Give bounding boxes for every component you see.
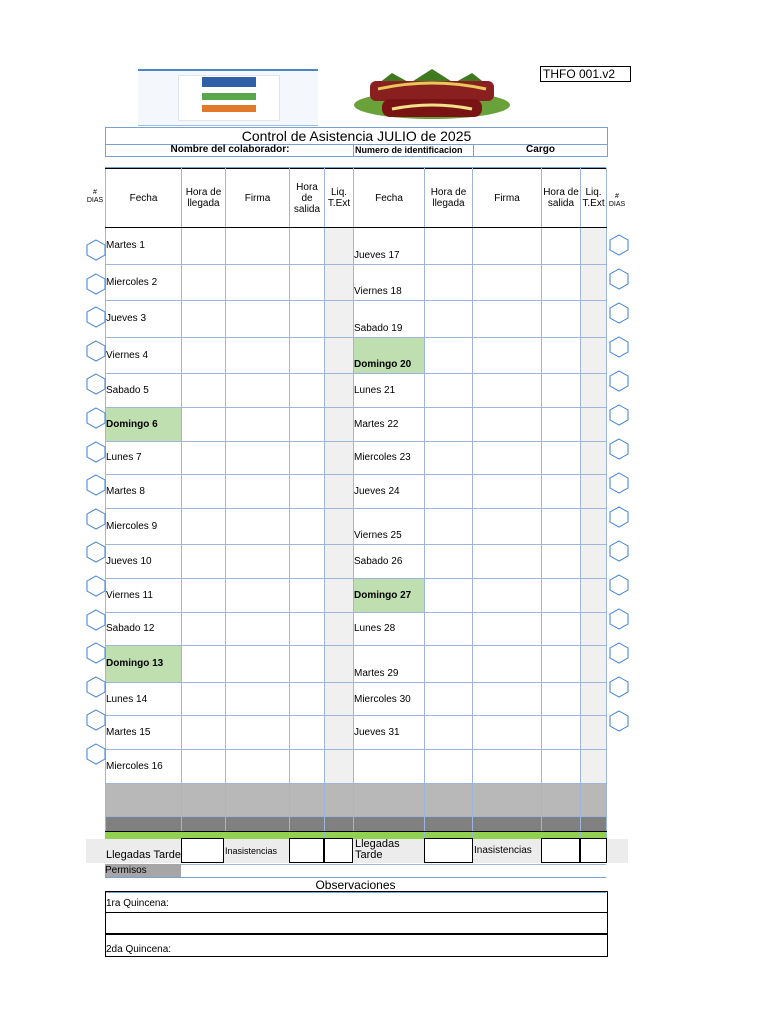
day-row — [106, 337, 607, 374]
day-row — [106, 301, 607, 338]
date-cell-right: Jueves 17 — [354, 228, 425, 265]
entry-cell[interactable] — [182, 716, 226, 750]
overtime-cell[interactable] — [581, 646, 607, 683]
col-liq: Liq. T.Ext — [325, 169, 354, 228]
col-firma: Firma — [226, 169, 290, 228]
hexagon-icon[interactable] — [86, 508, 106, 528]
entry-cell[interactable] — [290, 337, 325, 374]
entry-cell[interactable] — [425, 301, 473, 338]
entry-cell[interactable] — [473, 374, 542, 408]
cell — [106, 816, 182, 831]
entry-cell[interactable] — [226, 545, 290, 579]
hexagon-icon[interactable] — [86, 609, 106, 629]
entry-cell[interactable] — [425, 545, 473, 579]
day-row — [106, 441, 607, 475]
entry-cell[interactable] — [290, 441, 325, 475]
overtime-cell[interactable] — [581, 264, 607, 301]
hexagon-icon[interactable] — [86, 273, 106, 293]
date-cell-left: Martes 8 — [106, 475, 182, 509]
overtime-cell[interactable] — [325, 716, 354, 750]
entry-cell[interactable] — [425, 264, 473, 301]
entry-cell[interactable] — [542, 301, 581, 338]
entry-cell[interactable] — [182, 508, 226, 545]
hexagon-icon[interactable] — [609, 676, 629, 696]
entry-cell[interactable] — [425, 646, 473, 683]
entry-cell[interactable] — [473, 301, 542, 338]
cell — [473, 816, 542, 831]
entry-cell[interactable] — [226, 407, 290, 441]
entry-cell[interactable] — [226, 716, 290, 750]
entry-cell[interactable] — [290, 749, 325, 783]
date-cell-left: Lunes 7 — [106, 441, 182, 475]
cell — [182, 783, 226, 816]
hexagon-icon[interactable] — [609, 608, 629, 628]
overtime-cell[interactable] — [325, 228, 354, 265]
entry-cell[interactable] — [542, 716, 581, 750]
logo-bar-orange — [202, 105, 256, 112]
col-liq-right: Liq. T.Ext — [581, 169, 607, 228]
entry-cell[interactable] — [182, 578, 226, 612]
entry-cell[interactable] — [542, 545, 581, 579]
entry-cell[interactable] — [290, 228, 325, 265]
entry-cell[interactable] — [425, 441, 473, 475]
overtime-cell[interactable] — [325, 578, 354, 612]
entry-cell[interactable] — [226, 612, 290, 646]
col-hora-salida-right: Hora de salida — [542, 169, 581, 228]
entry-cell[interactable] — [290, 374, 325, 408]
hexagon-icon[interactable] — [86, 441, 106, 461]
date-cell-left: Martes 1 — [106, 228, 182, 265]
brand-logo-imperio-sabor — [352, 67, 512, 123]
entry-cell[interactable] — [226, 264, 290, 301]
entry-cell[interactable] — [290, 508, 325, 545]
entry-cell[interactable] — [226, 337, 290, 374]
entry-cell[interactable] — [542, 612, 581, 646]
date-cell-left: Sabado 5 — [106, 374, 182, 408]
hexagon-icon[interactable] — [609, 404, 629, 424]
entry-cell[interactable] — [473, 578, 542, 612]
entry-cell[interactable] — [542, 682, 581, 716]
overtime-cell[interactable] — [325, 441, 354, 475]
first-fortnight-row[interactable] — [105, 891, 608, 913]
date-cell-right: Jueves 24 — [354, 475, 425, 509]
entry-cell[interactable] — [473, 441, 542, 475]
form-title: Control de Asistencia JULIO de 2025 — [105, 127, 608, 145]
date-cell-right: Domingo 27 — [354, 578, 425, 612]
day-row — [106, 716, 607, 750]
date-cell-right: Martes 22 — [354, 407, 425, 441]
cell — [425, 816, 473, 831]
entry-cell[interactable] — [425, 337, 473, 374]
entry-cell[interactable] — [542, 749, 581, 783]
entry-cell[interactable] — [182, 612, 226, 646]
entry-cell[interactable] — [425, 749, 473, 783]
right-dias-label: # DIAS — [608, 193, 626, 208]
absences-label-left: Inasistencias — [225, 846, 278, 856]
hexagon-icon[interactable] — [86, 575, 106, 595]
entry-cell[interactable] — [182, 264, 226, 301]
cell — [473, 783, 542, 816]
hexagon-icon[interactable] — [609, 438, 629, 458]
overtime-cell[interactable] — [581, 749, 607, 783]
overtime-cell[interactable] — [581, 612, 607, 646]
date-cell-left: Jueves 3 — [106, 301, 182, 338]
day-row — [106, 682, 607, 716]
entry-cell[interactable] — [290, 682, 325, 716]
overtime-cell[interactable] — [581, 407, 607, 441]
entry-cell[interactable] — [473, 612, 542, 646]
cell — [106, 783, 182, 816]
entry-cell[interactable] — [290, 407, 325, 441]
cell — [581, 783, 607, 816]
entry-cell[interactable] — [290, 646, 325, 683]
overtime-cell[interactable] — [581, 374, 607, 408]
col-hora-salida: Hora de salida — [290, 169, 325, 228]
cell — [290, 816, 325, 831]
overtime-cell[interactable] — [581, 545, 607, 579]
hexagon-icon[interactable] — [86, 676, 106, 696]
col-hora-llegada-right: Hora de llegada — [425, 169, 473, 228]
separator-row — [106, 816, 607, 831]
overtime-cell[interactable] — [325, 407, 354, 441]
cell — [542, 816, 581, 831]
entry-cell[interactable] — [473, 264, 542, 301]
hexagon-icon[interactable] — [609, 540, 629, 560]
entry-cell[interactable] — [290, 475, 325, 509]
col-fecha: Fecha — [106, 169, 182, 228]
day-row — [106, 407, 607, 441]
entry-cell[interactable] — [226, 441, 290, 475]
entry-cell[interactable] — [226, 578, 290, 612]
cell — [425, 783, 473, 816]
entry-cell[interactable] — [182, 475, 226, 509]
date-cell-right: Martes 29 — [354, 646, 425, 683]
entry-cell[interactable] — [182, 441, 226, 475]
hexagon-icon[interactable] — [86, 239, 106, 259]
entry-cell[interactable] — [226, 508, 290, 545]
date-cell-right: Viernes 18 — [354, 264, 425, 301]
hexagon-icon[interactable] — [609, 234, 629, 254]
late-arrivals-label-right: Llegadas Tarde — [355, 838, 400, 861]
overtime-cell[interactable] — [325, 749, 354, 783]
day-row — [106, 612, 607, 646]
hexagon-icon[interactable] — [86, 306, 106, 326]
entry-cell[interactable] — [542, 337, 581, 374]
document-code: THFO 001.v2 — [540, 66, 631, 82]
entry-cell[interactable] — [473, 407, 542, 441]
overtime-cell[interactable] — [581, 682, 607, 716]
entry-cell[interactable] — [182, 749, 226, 783]
entry-cell[interactable] — [542, 407, 581, 441]
absences-box-left[interactable] — [289, 838, 324, 863]
overtime-cell[interactable] — [581, 716, 607, 750]
entry-cell[interactable] — [226, 374, 290, 408]
second-fortnight-row[interactable] — [105, 934, 608, 957]
entry-cell[interactable] — [290, 716, 325, 750]
entry-cell[interactable] — [425, 682, 473, 716]
position-label: Cargo — [473, 144, 608, 157]
hexagon-icon[interactable] — [609, 642, 629, 662]
absences-box-right[interactable] — [541, 838, 580, 863]
hexagon-icon[interactable] — [86, 709, 106, 729]
entry-cell[interactable] — [542, 475, 581, 509]
attendance-grid — [105, 168, 607, 855]
entry-cell[interactable] — [542, 508, 581, 545]
col-fecha-right: Fecha — [354, 169, 425, 228]
entry-cell[interactable] — [182, 374, 226, 408]
date-cell-right — [354, 749, 425, 783]
entry-cell[interactable] — [473, 475, 542, 509]
entry-cell[interactable] — [425, 374, 473, 408]
entry-cell[interactable] — [290, 301, 325, 338]
date-cell-right: Miercoles 23 — [354, 441, 425, 475]
cell — [542, 783, 581, 816]
date-cell-left: Miercoles 16 — [106, 749, 182, 783]
day-row — [106, 508, 607, 545]
overtime-cell[interactable] — [325, 475, 354, 509]
permits-label: Permisos — [105, 864, 181, 877]
hexagon-icon[interactable] — [86, 340, 106, 360]
entry-cell[interactable] — [226, 228, 290, 265]
date-cell-right: Domingo 20 — [354, 337, 425, 374]
hexagon-icon[interactable] — [86, 642, 106, 662]
hexagon-icon[interactable] — [86, 407, 106, 427]
entry-cell[interactable] — [425, 578, 473, 612]
entry-cell[interactable] — [290, 612, 325, 646]
entry-cell[interactable] — [425, 508, 473, 545]
observations-blank-row[interactable] — [105, 912, 608, 934]
day-row — [106, 545, 607, 579]
hexagon-icon[interactable] — [609, 336, 629, 356]
overtime-cell[interactable] — [325, 646, 354, 683]
entry-cell[interactable] — [226, 475, 290, 509]
entry-cell[interactable] — [542, 374, 581, 408]
entry-cell[interactable] — [182, 337, 226, 374]
entry-cell[interactable] — [290, 264, 325, 301]
permits-field[interactable] — [181, 864, 606, 878]
entry-cell[interactable] — [226, 749, 290, 783]
cell — [226, 816, 290, 831]
hexagon-icon[interactable] — [609, 370, 629, 390]
cell — [354, 783, 425, 816]
date-cell-right: Lunes 21 — [354, 374, 425, 408]
entry-cell[interactable] — [473, 682, 542, 716]
late-arrivals-label-left: Llegadas Tarde — [106, 849, 182, 861]
entry-cell[interactable] — [425, 612, 473, 646]
cell — [226, 783, 290, 816]
entry-cell[interactable] — [473, 545, 542, 579]
overtime-cell[interactable] — [325, 337, 354, 374]
overtime-cell[interactable] — [325, 301, 354, 338]
entry-cell[interactable] — [542, 228, 581, 265]
hexagon-icon[interactable] — [86, 541, 106, 561]
entry-cell[interactable] — [290, 545, 325, 579]
hexagon-icon[interactable] — [86, 474, 106, 494]
date-cell-right: Viernes 25 — [354, 508, 425, 545]
date-cell-left: Viernes 11 — [106, 578, 182, 612]
overtime-cell[interactable] — [325, 374, 354, 408]
entry-cell[interactable] — [473, 508, 542, 545]
date-cell-left: Miercoles 9 — [106, 508, 182, 545]
absences-total-box-left[interactable] — [324, 838, 353, 863]
collaborator-name-label: Nombre del colaborador: — [105, 144, 354, 157]
overtime-cell[interactable] — [325, 545, 354, 579]
late-arrivals-box-left[interactable] — [181, 838, 224, 863]
date-cell-left: Domingo 6 — [106, 407, 182, 441]
hexagon-icon[interactable] — [609, 574, 629, 594]
entry-cell[interactable] — [425, 716, 473, 750]
entry-cell[interactable] — [182, 682, 226, 716]
entry-cell[interactable] — [542, 646, 581, 683]
late-arrivals-box-right[interactable] — [424, 838, 473, 863]
entry-cell[interactable] — [473, 646, 542, 683]
hexagon-icon[interactable] — [86, 373, 106, 393]
hexagon-icon[interactable] — [609, 710, 629, 730]
date-cell-left: Martes 15 — [106, 716, 182, 750]
col-firma-right: Firma — [473, 169, 542, 228]
day-rows — [106, 228, 607, 784]
entry-cell[interactable] — [182, 545, 226, 579]
date-cell-right: Jueves 31 — [354, 716, 425, 750]
overtime-cell[interactable] — [581, 441, 607, 475]
logo-bar-green — [202, 93, 256, 100]
absences-label-right: Inasistencias — [474, 845, 532, 856]
overtime-cell[interactable] — [325, 508, 354, 545]
entry-cell[interactable] — [473, 716, 542, 750]
second-fortnight-label: 2da Quincena: — [106, 944, 172, 955]
date-cell-left: Sabado 12 — [106, 612, 182, 646]
overtime-cell[interactable] — [581, 337, 607, 374]
overtime-cell[interactable] — [325, 264, 354, 301]
cell — [354, 816, 425, 831]
entry-cell[interactable] — [542, 264, 581, 301]
date-cell-right: Sabado 26 — [354, 545, 425, 579]
entry-cell[interactable] — [542, 441, 581, 475]
hexagon-icon[interactable] — [609, 268, 629, 288]
date-cell-right: Miercoles 30 — [354, 682, 425, 716]
day-row — [106, 749, 607, 783]
col-hora-llegada: Hora de llegada — [182, 169, 226, 228]
overtime-cell[interactable] — [325, 612, 354, 646]
hexagon-icon[interactable] — [609, 302, 629, 322]
overtime-cell[interactable] — [581, 301, 607, 338]
entry-cell[interactable] — [182, 228, 226, 265]
day-row — [106, 264, 607, 301]
entry-cell[interactable] — [182, 407, 226, 441]
entry-cell[interactable] — [182, 301, 226, 338]
id-number-label: Numero de identificacion — [353, 144, 475, 157]
overtime-cell[interactable] — [325, 682, 354, 716]
overtime-cell[interactable] — [581, 578, 607, 612]
day-row — [106, 475, 607, 509]
entry-cell[interactable] — [425, 475, 473, 509]
cell — [581, 816, 607, 831]
blank-row — [105, 157, 606, 168]
entry-cell[interactable] — [425, 228, 473, 265]
absences-total-box-right[interactable] — [580, 838, 607, 863]
entry-cell[interactable] — [182, 646, 226, 683]
date-cell-left: Jueves 10 — [106, 545, 182, 579]
cell — [325, 816, 354, 831]
entry-cell[interactable] — [226, 301, 290, 338]
column-header-row — [106, 169, 607, 228]
entry-cell[interactable] — [473, 337, 542, 374]
entry-cell[interactable] — [425, 407, 473, 441]
entry-cell[interactable] — [473, 228, 542, 265]
entry-cell[interactable] — [542, 578, 581, 612]
entry-cell[interactable] — [473, 749, 542, 783]
day-row — [106, 646, 607, 683]
date-cell-right: Sabado 19 — [354, 301, 425, 338]
date-cell-left: Viernes 4 — [106, 337, 182, 374]
first-fortnight-label: 1ra Quincena: — [106, 898, 169, 909]
cell — [325, 783, 354, 816]
cell — [182, 816, 226, 831]
overtime-cell[interactable] — [581, 228, 607, 265]
entry-cell[interactable] — [226, 682, 290, 716]
observations-title: Observaciones — [105, 877, 606, 893]
date-cell-left: Lunes 14 — [106, 682, 182, 716]
cell — [290, 783, 325, 816]
left-dias-label: # DIAS — [86, 189, 104, 204]
entry-cell[interactable] — [290, 578, 325, 612]
logo-bar-blue — [202, 77, 256, 87]
hexagon-icon[interactable] — [609, 472, 629, 492]
subtotal-row — [106, 783, 607, 816]
entry-cell[interactable] — [226, 646, 290, 683]
hexagon-icon[interactable] — [609, 506, 629, 526]
day-row — [106, 228, 607, 265]
overtime-cell[interactable] — [581, 475, 607, 509]
date-cell-left: Domingo 13 — [106, 646, 182, 683]
hexagon-icon[interactable] — [86, 743, 106, 763]
day-row — [106, 578, 607, 612]
date-cell-right: Lunes 28 — [354, 612, 425, 646]
company-logo-left — [138, 69, 318, 126]
overtime-cell[interactable] — [581, 508, 607, 545]
day-row — [106, 374, 607, 408]
date-cell-left: Miercoles 2 — [106, 264, 182, 301]
